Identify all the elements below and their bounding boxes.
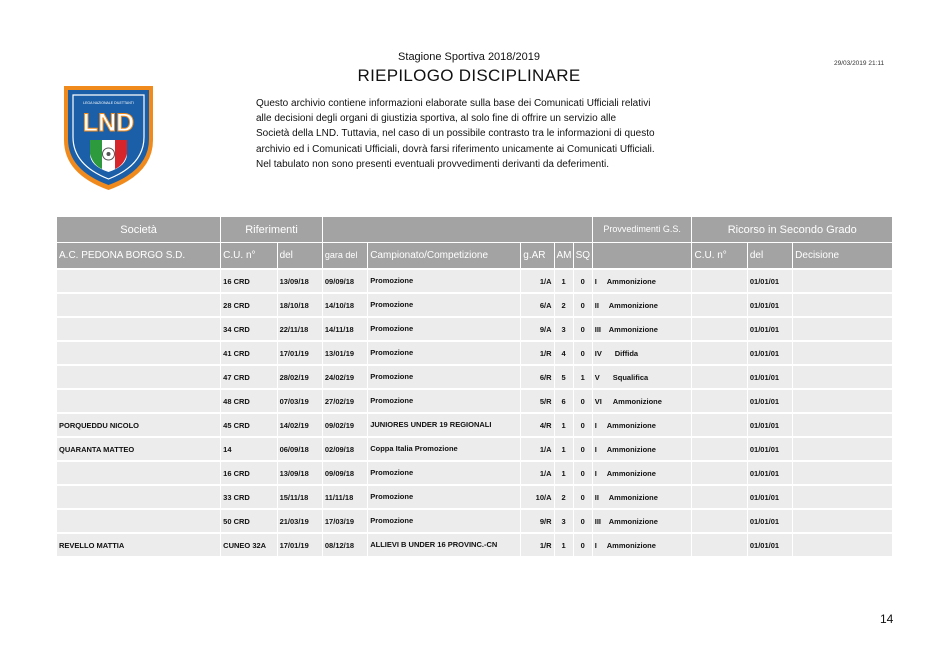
sanction	[593, 484, 692, 508]
cu-number: 50 CRD	[221, 508, 276, 532]
sanction	[593, 340, 692, 364]
cu-number: 47 CRD	[221, 364, 276, 388]
cu-date: 17/01/19	[278, 340, 322, 364]
appeal-cu-number	[692, 364, 746, 388]
appeal-decision	[793, 460, 892, 484]
sanction-ordinal: I	[594, 444, 597, 454]
competition: Promozione	[368, 268, 520, 292]
am-count: 1	[555, 412, 573, 436]
col-header-del2: del	[748, 242, 792, 268]
sq-count: 0	[574, 460, 592, 484]
table-row	[57, 436, 892, 460]
col-header-g-ar: g.AR	[521, 242, 553, 268]
match-date: 08/12/18	[323, 532, 367, 556]
cu-number: 41 CRD	[221, 340, 276, 364]
sanction-type: Ammonizione	[606, 420, 656, 430]
player-name	[57, 484, 220, 508]
appeal-date: 01/01/01	[748, 388, 792, 412]
col-header-cu: C.U. n°	[221, 242, 276, 268]
sq-count: 0	[574, 508, 592, 532]
sq-count: 0	[574, 412, 592, 436]
sanction-type: Ammonizione	[608, 516, 658, 526]
cu-number: 33 CRD	[221, 484, 276, 508]
appeal-decision	[793, 268, 892, 292]
round: 1/A	[521, 268, 553, 292]
sanction-ordinal: V	[594, 372, 600, 382]
match-date: 27/02/19	[323, 388, 367, 412]
table-row	[57, 412, 892, 436]
cu-number: CUNEO 32A	[221, 532, 276, 556]
sanction-ordinal: III	[594, 516, 602, 526]
disclaimer-line: alle decisioni degli organi di giustizia sportiva, al solo fine di offrire un servizio alle	[256, 113, 617, 125]
player-name	[57, 316, 220, 340]
round: 1/R	[521, 340, 553, 364]
cu-date: 14/02/19	[278, 412, 322, 436]
cu-number: 45 CRD	[221, 412, 276, 436]
table-row	[57, 364, 892, 388]
round: 6/R	[521, 364, 553, 388]
table-row	[57, 508, 892, 532]
col-header-gara-del: gara del	[323, 242, 367, 268]
sq-count: 0	[574, 388, 592, 412]
sanction	[593, 292, 692, 316]
appeal-date: 01/01/01	[748, 316, 792, 340]
lnd-logo	[58, 82, 159, 193]
sanction-ordinal: I	[594, 276, 597, 286]
group-header-blank	[323, 217, 592, 242]
col-header-sq: SQ	[574, 242, 592, 268]
appeal-date: 01/01/01	[748, 292, 792, 316]
disclaimer-line: archivio ed i Comunicati Ufficiali, dovrà farsi riferimento unicamente ai Comunicati Ufficiali.	[256, 143, 655, 155]
sanction-type: Ammonizione	[606, 540, 656, 550]
cu-date: 13/09/18	[278, 460, 322, 484]
appeal-decision	[793, 532, 892, 556]
table-row	[57, 292, 892, 316]
competition: Promozione	[368, 484, 520, 508]
sq-count: 0	[574, 292, 592, 316]
sanction-type: Ammonizione	[606, 444, 656, 454]
appeal-cu-number	[692, 316, 746, 340]
player-name	[57, 292, 220, 316]
player-name	[57, 460, 220, 484]
competition: Promozione	[368, 388, 520, 412]
appeal-cu-number	[692, 388, 746, 412]
group-header-provvedimenti: Provvedimenti G.S.	[593, 217, 692, 242]
sanction-type: Ammonizione	[606, 276, 656, 286]
logo-subtext: LEGA NAZIONALE DILETTANTI	[83, 101, 134, 105]
am-count: 4	[555, 340, 573, 364]
am-count: 1	[555, 268, 573, 292]
appeal-cu-number	[692, 292, 746, 316]
col-header-provvedimento	[593, 242, 692, 268]
round: 5/R	[521, 388, 553, 412]
appeal-date: 01/01/01	[748, 460, 792, 484]
appeal-date: 01/01/01	[748, 532, 792, 556]
appeal-decision	[793, 340, 892, 364]
sq-count: 0	[574, 532, 592, 556]
appeal-cu-number	[692, 460, 746, 484]
sanction-type: Ammonizione	[612, 396, 662, 406]
appeal-cu-number	[692, 436, 746, 460]
sq-count: 0	[574, 268, 592, 292]
sanction-ordinal: I	[594, 468, 597, 478]
match-date: 13/01/19	[323, 340, 367, 364]
am-count: 5	[555, 364, 573, 388]
round: 1/R	[521, 532, 553, 556]
club-name-header: A.C. PEDONA BORGO S.D.	[57, 242, 220, 268]
table-row	[57, 484, 892, 508]
competition: Promozione	[368, 364, 520, 388]
sanction-type: Ammonizione	[608, 324, 658, 334]
sanction	[593, 364, 692, 388]
appeal-date: 01/01/01	[748, 364, 792, 388]
appeal-date: 01/01/01	[748, 508, 792, 532]
disclaimer-text	[256, 96, 726, 172]
cu-number: 16 CRD	[221, 268, 276, 292]
disclaimer-line: Questo archivio contiene informazioni elaborate sulla base dei Comunicati Ufficiali relativi	[256, 98, 651, 109]
table-row	[57, 340, 892, 364]
col-header-cu2: C.U. n°	[692, 242, 746, 268]
am-count: 2	[555, 484, 573, 508]
cu-date: 13/09/18	[278, 268, 322, 292]
am-count: 1	[555, 436, 573, 460]
match-date: 09/09/18	[323, 460, 367, 484]
round: 6/A	[521, 292, 553, 316]
cu-date: 15/11/18	[278, 484, 322, 508]
sanction-ordinal: III	[594, 324, 602, 334]
season-label: Stagione Sportiva 2018/2019	[398, 51, 540, 63]
sanction	[593, 508, 692, 532]
sanction-ordinal: I	[594, 540, 597, 550]
appeal-decision	[793, 364, 892, 388]
round: 4/R	[521, 412, 553, 436]
match-date: 02/09/18	[323, 436, 367, 460]
sanction-type: Ammonizione	[608, 492, 658, 502]
appeal-cu-number	[692, 412, 746, 436]
match-date: 17/03/19	[323, 508, 367, 532]
sanction-ordinal: VI	[594, 396, 602, 406]
disclaimer-line: Società della LND. Tuttavia, nel caso di un possibile contrasto tra le informazioni di questo	[256, 128, 655, 140]
am-count: 3	[555, 316, 573, 340]
round: 9/R	[521, 508, 553, 532]
player-name	[57, 364, 220, 388]
appeal-cu-number	[692, 508, 746, 532]
competition: JUNIORES UNDER 19 REGIONALI	[368, 412, 520, 436]
sanction	[593, 388, 692, 412]
appeal-cu-number	[692, 268, 746, 292]
am-count: 3	[555, 508, 573, 532]
sanction	[593, 412, 692, 436]
cu-number: 34 CRD	[221, 316, 276, 340]
table-row	[57, 316, 892, 340]
col-header-decisione: Decisione	[793, 242, 892, 268]
am-count: 6	[555, 388, 573, 412]
player-name: QUARANTA MATTEO	[57, 436, 220, 460]
sanction-type: Ammonizione	[606, 468, 656, 478]
col-header-del: del	[278, 242, 322, 268]
cu-date: 22/11/18	[278, 316, 322, 340]
match-date: 09/09/18	[323, 268, 367, 292]
sanction-ordinal: I	[594, 420, 597, 430]
player-name	[57, 388, 220, 412]
cu-date: 17/01/19	[278, 532, 322, 556]
disciplinary-table	[56, 217, 893, 556]
cu-date: 28/02/19	[278, 364, 322, 388]
sanction-ordinal: II	[594, 300, 599, 310]
match-date: 24/02/19	[323, 364, 367, 388]
appeal-date: 01/01/01	[748, 268, 792, 292]
round: 10/A	[521, 484, 553, 508]
am-count: 1	[555, 532, 573, 556]
group-header-ricorso: Ricorso in Secondo Grado	[692, 217, 892, 242]
col-header-campionato: Campionato/Competizione	[368, 242, 520, 268]
sanction-ordinal: IV	[594, 348, 602, 358]
sanction	[593, 532, 692, 556]
appeal-decision	[793, 292, 892, 316]
competition: ALLIEVI B UNDER 16 PROVINC.-CN	[368, 532, 520, 556]
sq-count: 0	[574, 340, 592, 364]
appeal-decision	[793, 436, 892, 460]
am-count: 1	[555, 460, 573, 484]
match-date: 11/11/18	[323, 484, 367, 508]
appeal-decision	[793, 412, 892, 436]
round: 1/A	[521, 460, 553, 484]
sanction-type: Squalifica	[612, 372, 649, 382]
page-number: 14	[880, 612, 894, 626]
col-header-am: AM	[555, 242, 573, 268]
match-date: 14/11/18	[323, 316, 367, 340]
logo-text: LND	[82, 109, 135, 137]
appeal-decision	[793, 388, 892, 412]
sanction	[593, 316, 692, 340]
appeal-date: 01/01/01	[748, 412, 792, 436]
player-name	[57, 340, 220, 364]
appeal-cu-number	[692, 532, 746, 556]
competition: Promozione	[368, 508, 520, 532]
page-title: RIEPILOGO DISCIPLINARE	[357, 66, 581, 85]
cu-number: 14	[221, 436, 276, 460]
player-name	[57, 508, 220, 532]
cu-number: 48 CRD	[221, 388, 276, 412]
match-date: 09/02/19	[323, 412, 367, 436]
table-row	[57, 460, 892, 484]
appeal-date: 01/01/01	[748, 436, 792, 460]
appeal-decision	[793, 508, 892, 532]
sq-count: 1	[574, 364, 592, 388]
sanction	[593, 268, 692, 292]
appeal-decision	[793, 484, 892, 508]
competition: Promozione	[368, 292, 520, 316]
appeal-cu-number	[692, 340, 746, 364]
player-name: REVELLO MATTIA	[57, 532, 220, 556]
cu-number: 16 CRD	[221, 460, 276, 484]
player-name: PORQUEDDU NICOLO	[57, 412, 220, 436]
cu-date: 07/03/19	[278, 388, 322, 412]
sanction	[593, 436, 692, 460]
group-header-societa: Società	[57, 217, 220, 242]
cu-date: 21/03/19	[278, 508, 322, 532]
table-row	[57, 268, 892, 292]
disclaimer-line: Nel tabulato non sono presenti eventuali provvedimenti derivanti da deferimenti.	[256, 158, 609, 170]
appeal-date: 01/01/01	[748, 340, 792, 364]
competition: Promozione	[368, 340, 520, 364]
cu-number: 28 CRD	[221, 292, 276, 316]
table-row	[57, 532, 892, 556]
appeal-decision	[793, 316, 892, 340]
appeal-date: 01/01/01	[748, 484, 792, 508]
competition: Promozione	[368, 316, 520, 340]
table-row	[57, 388, 892, 412]
group-header-riferimenti: Riferimenti	[221, 217, 322, 242]
sq-count: 0	[574, 316, 592, 340]
am-count: 2	[555, 292, 573, 316]
cu-date: 06/09/18	[278, 436, 322, 460]
cu-date: 18/10/18	[278, 292, 322, 316]
sq-count: 0	[574, 436, 592, 460]
sanction-type: Ammonizione	[608, 300, 658, 310]
print-timestamp: 29/03/2019 21:11	[834, 60, 885, 67]
sanction-ordinal: II	[594, 492, 599, 502]
sanction-type: Diffida	[614, 348, 639, 358]
competition: Promozione	[368, 460, 520, 484]
match-date: 14/10/18	[323, 292, 367, 316]
player-name	[57, 268, 220, 292]
round: 1/A	[521, 436, 553, 460]
competition: Coppa Italia Promozione	[368, 436, 520, 460]
round: 9/A	[521, 316, 553, 340]
appeal-cu-number	[692, 484, 746, 508]
sq-count: 0	[574, 484, 592, 508]
sanction	[593, 460, 692, 484]
